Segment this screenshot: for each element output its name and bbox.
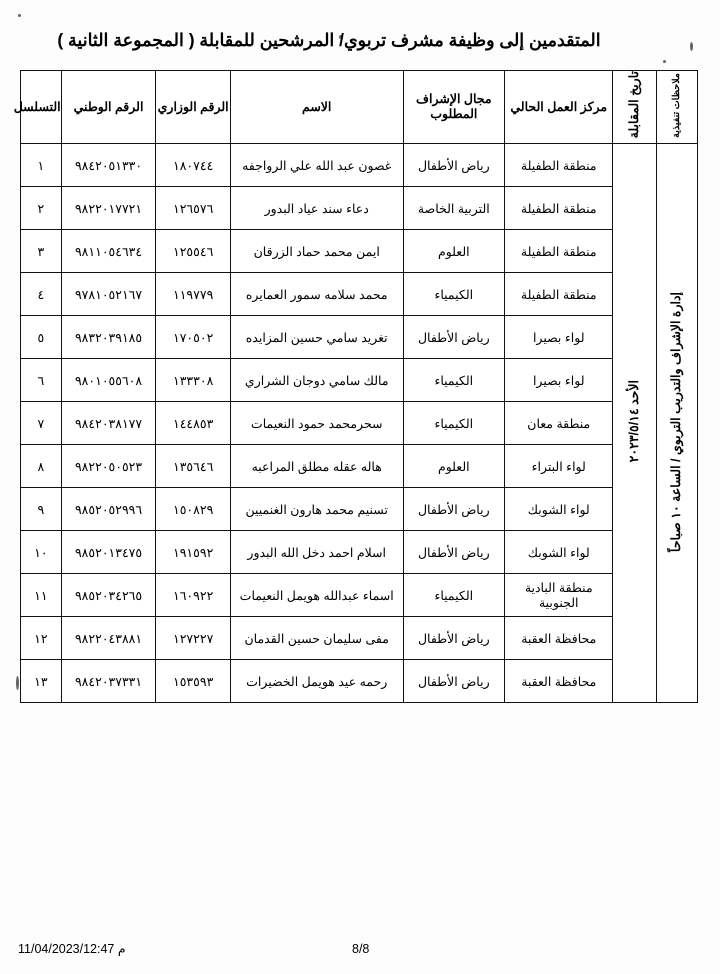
cell-name: مالك سامي دوجان الشراري [230, 359, 403, 402]
table-row [21, 488, 698, 531]
column-header-date [613, 71, 657, 144]
cell-name: هاله عقله مطلق المراعبه [230, 445, 403, 488]
cell-name: تغريد سامي حسين المزايده [230, 316, 403, 359]
cell-seq: ١١ [21, 574, 62, 617]
column-header-notes-label: ملاحظات تنفيذية [670, 72, 682, 138]
table-row [21, 316, 698, 359]
cell-name: اسماء عبدالله هويمل النعيمات [230, 574, 403, 617]
cell-center: محافظة العقبة [505, 617, 613, 660]
cell-field: رياض الأطفال [403, 144, 505, 187]
cell-national-id: ٩٨٥٢٠١٣٤٧٥ [61, 531, 156, 574]
table-row [21, 359, 698, 402]
cell-national-id: ٩٨٣٢٠٣٩١٨٥ [61, 316, 156, 359]
cell-ministry-id: ١٩١٥٩٢ [156, 531, 230, 574]
table-row [21, 617, 698, 660]
cell-ministry-id: ١٣٥٦٤٦ [156, 445, 230, 488]
footer-page-number: 8/8 [352, 942, 370, 956]
column-header-ministry-id: الرقم الوزاري [156, 71, 230, 144]
cell-national-id: ٩٨٤٢٠٣٧٣٣١ [61, 660, 156, 703]
cell-center: منطقة معان [505, 402, 613, 445]
cell-seq: ٨ [21, 445, 62, 488]
table-row [21, 402, 698, 445]
column-header-date-label: تاريخ المقابلة [627, 71, 642, 139]
cell-ministry-id: ١١٩٧٧٩ [156, 273, 230, 316]
column-header-seq: التسلسل [21, 71, 62, 144]
cell-field: رياض الأطفال [403, 660, 505, 703]
column-header-national-id: الرقم الوطني [61, 71, 156, 144]
cell-national-id: ٩٨٤٢٠٥١٣٣٠ [61, 144, 156, 187]
side-cell-date [613, 144, 657, 703]
cell-ministry-id: ١٥٣٥٩٣ [156, 660, 230, 703]
cell-center: منطقة الطفيلة [505, 230, 613, 273]
cell-name: اسلام احمد دخل الله البدور [230, 531, 403, 574]
cell-name: تسنيم محمد هارون الغنميين [230, 488, 403, 531]
cell-field: التربية الخاصة [403, 187, 505, 230]
cell-center: منطقة الطفيلة [505, 144, 613, 187]
cell-field: الكيمياء [403, 574, 505, 617]
scan-speck [16, 676, 19, 690]
cell-seq: ١٠ [21, 531, 62, 574]
side-cell-department [657, 144, 698, 703]
table-header-row [21, 71, 698, 144]
cell-field: الكيمياء [403, 273, 505, 316]
cell-field: العلوم [403, 230, 505, 273]
cell-center: محافظة العقبة [505, 660, 613, 703]
cell-ministry-id: ١٨٠٧٤٤ [156, 144, 230, 187]
cell-name: دعاء سند عياد البدور [230, 187, 403, 230]
cell-field: رياض الأطفال [403, 316, 505, 359]
scan-speck [663, 60, 666, 63]
side-date-value: الأحد ٢٠٢٣/٥/١٤ [627, 380, 642, 463]
cell-national-id: ٩٨٠١٠٥٥٦٠٨ [61, 359, 156, 402]
cell-name: ايمن محمد حماد الزرقان [230, 230, 403, 273]
cell-name: محمد سلامه سمور العمايره [230, 273, 403, 316]
cell-national-id: ٩٨١١٠٥٤٦٣٤ [61, 230, 156, 273]
cell-field: رياض الأطفال [403, 617, 505, 660]
cell-center: لواء الشوبك [505, 488, 613, 531]
cell-national-id: ٩٨٢٢٠٤٣٨٨١ [61, 617, 156, 660]
cell-field: الكيمياء [403, 402, 505, 445]
table-row [21, 531, 698, 574]
side-department-label: إدارة الإشراف والتدريب التربوي / الساعة ١٠ صباحاً [669, 291, 684, 552]
cell-national-id: ٩٨٢٢٠٥٠٥٢٣ [61, 445, 156, 488]
cell-seq: ٢ [21, 187, 62, 230]
table-body [21, 144, 698, 703]
cell-seq: ٦ [21, 359, 62, 402]
cell-national-id: ٩٨٥٢٠٥٢٩٩٦ [61, 488, 156, 531]
cell-field: العلوم [403, 445, 505, 488]
cell-ministry-id: ١٥٠٨٢٩ [156, 488, 230, 531]
table-row [21, 230, 698, 273]
table-row [21, 445, 698, 488]
table-row [21, 660, 698, 703]
cell-center: لواء بصيرا [505, 316, 613, 359]
cell-ministry-id: ١٦٠٩٢٢ [156, 574, 230, 617]
cell-field: الكيمياء [403, 359, 505, 402]
column-header-name: الاسم [230, 71, 403, 144]
cell-ministry-id: ١٤٤٨٥٣ [156, 402, 230, 445]
cell-ministry-id: ١٢٧٢٢٧ [156, 617, 230, 660]
cell-seq: ٩ [21, 488, 62, 531]
cell-national-id: ٩٨٥٢٠٣٤٢٦٥ [61, 574, 156, 617]
cell-center: منطقة الطفيلة [505, 273, 613, 316]
column-header-notes [657, 71, 698, 144]
cell-seq: ١٣ [21, 660, 62, 703]
cell-center: منطقة البادية الجنوبية [505, 574, 613, 617]
cell-national-id: ٩٧٨١٠٥٢١٦٧ [61, 273, 156, 316]
cell-seq: ١٢ [21, 617, 62, 660]
cell-national-id: ٩٨٤٢٠٣٨١٧٧ [61, 402, 156, 445]
table-row [21, 144, 698, 187]
cell-ministry-id: ١٣٣٣٠٨ [156, 359, 230, 402]
cell-seq: ١ [21, 144, 62, 187]
column-header-field: مجال الإشراف المطلوب [403, 71, 505, 144]
cell-seq: ٣ [21, 230, 62, 273]
table-row [21, 187, 698, 230]
cell-national-id: ٩٨٢٢٠١٧٧٢١ [61, 187, 156, 230]
cell-center: لواء بصيرا [505, 359, 613, 402]
scan-speck [690, 42, 693, 51]
cell-name: سحرمحمد حمود النعيمات [230, 402, 403, 445]
candidates-table-container [13, 70, 698, 703]
cell-ministry-id: ١٢٥٥٤٦ [156, 230, 230, 273]
cell-seq: ٥ [21, 316, 62, 359]
cell-name: رحمه عيد هويمل الخضيرات [230, 660, 403, 703]
cell-name: مفى سليمان حسين القدمان [230, 617, 403, 660]
cell-seq: ٤ [21, 273, 62, 316]
column-header-center: مركز العمل الحالي [505, 71, 613, 144]
scan-speck [18, 14, 21, 17]
cell-field: رياض الأطفال [403, 531, 505, 574]
cell-ministry-id: ١٧٠٥٠٢ [156, 316, 230, 359]
table-row [21, 273, 698, 316]
cell-center: لواء الشوبك [505, 531, 613, 574]
footer-timestamp: 11/04/2023/12:47 م [18, 942, 126, 956]
cell-name: غصون عبد الله علي الرواجفه [230, 144, 403, 187]
table-row [21, 574, 698, 617]
cell-center: منطقة الطفيلة [505, 187, 613, 230]
cell-seq: ٧ [21, 402, 62, 445]
page-title: المتقدمين إلى وظيفة مشرف تربوي/ المرشحين للمقابلة ( المجموعة الثانية ) [57, 30, 601, 50]
cell-center: لواء البتراء [505, 445, 613, 488]
candidates-table [13, 70, 698, 703]
cell-field: رياض الأطفال [403, 488, 505, 531]
cell-ministry-id: ١٢٦٥٧٦ [156, 187, 230, 230]
